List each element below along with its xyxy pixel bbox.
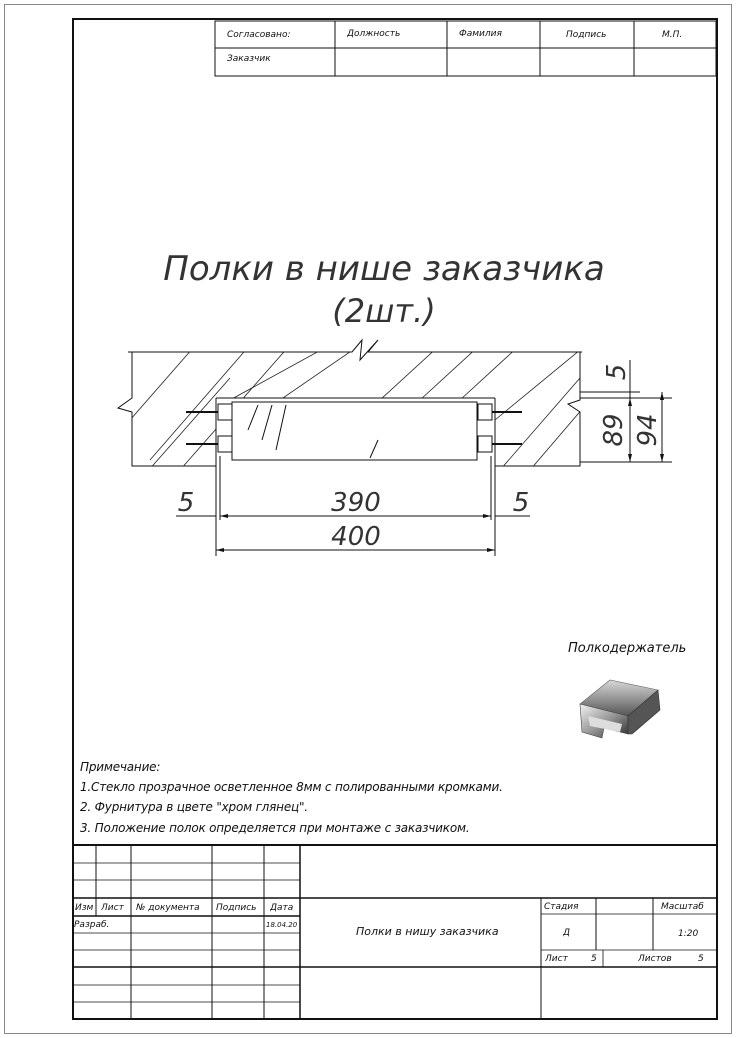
dim-height-89: 89 (599, 413, 629, 447)
dim-left-gap: 5 (177, 488, 195, 518)
tb-date: Дата (270, 903, 294, 913)
tb-scale-value: 1:20 (678, 929, 699, 939)
tb-document-name: Полки в нишу заказчика (356, 925, 499, 938)
dim-top-gap: 5 (602, 363, 632, 381)
tb-sheets-label: Листов (638, 954, 672, 964)
drawing-title-line1: Полки в нише заказчика (163, 249, 605, 289)
approval-title: Согласовано: (227, 30, 291, 40)
tb-stage-value: Д (563, 928, 571, 938)
tb-developer: Разраб. (74, 920, 110, 930)
dim-height-94: 94 (633, 413, 663, 447)
tb-stage-label: Стадия (544, 902, 579, 912)
tb-izm: Изм (75, 903, 94, 913)
approval-signature: Подпись (566, 30, 607, 40)
approval-stamp: М.П. (662, 30, 683, 40)
tb-list: Лист (101, 903, 124, 913)
dim-total-width: 400 (331, 522, 381, 552)
dim-right-gap: 5 (512, 488, 530, 518)
note-item: 1.Стекло прозрачное осветленное 8мм с полированными кромками. (80, 780, 503, 794)
approval-surname: Фамилия (459, 29, 502, 39)
holder-label: Полкодержатель (568, 641, 687, 656)
tb-doc-no: № документа (136, 903, 200, 913)
tb-sheet-label: Лист (545, 954, 568, 964)
tb-sheet-value: 5 (591, 954, 597, 964)
tb-scale-label: Масштаб (661, 902, 704, 912)
tb-date-value: 18.04.20 (266, 921, 298, 929)
tb-signature: Подпись (216, 903, 257, 913)
dim-inner-width: 390 (331, 488, 381, 518)
notes-heading: Примечание: (80, 760, 161, 774)
note-item: 3. Положение полок определяется при монтаже с заказчиком. (80, 821, 470, 835)
tb-sheets-value: 5 (698, 954, 704, 964)
approval-position: Должность (347, 29, 401, 39)
approval-customer: Заказчик (227, 54, 271, 64)
drawing-title-line2: (2шт.) (332, 292, 436, 330)
note-item: 2. Фурнитура в цвете "хром глянец". (80, 800, 308, 814)
